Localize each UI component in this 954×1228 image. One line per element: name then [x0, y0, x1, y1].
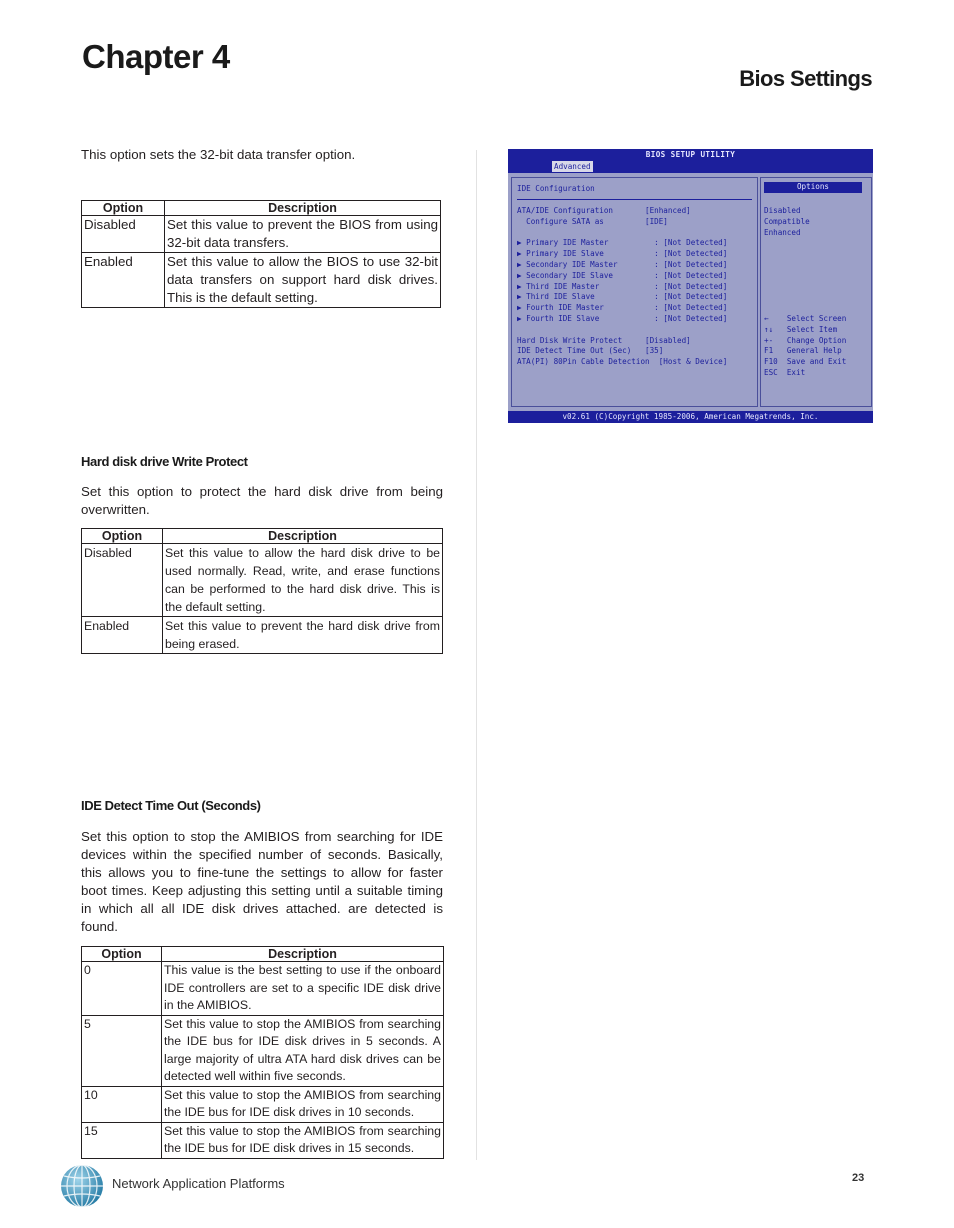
globe-logo-icon — [60, 1164, 104, 1208]
table-row — [82, 216, 441, 253]
table-row — [82, 617, 443, 654]
heading-write-protect: Hard disk drive Write Protect — [81, 454, 248, 469]
description-cell: Set this value to prevent the hard disk drive from being erased. — [163, 617, 443, 654]
page-number: 23 — [852, 1172, 865, 1184]
bios-key-help: ↑↓ Select Item — [764, 324, 838, 334]
footer-brand-text: Network Application Platforms — [112, 1176, 285, 1191]
options-table-32bit — [81, 200, 441, 308]
description-cell: Set this value to stop the AMIBIOS from searching the IDE bus for IDE disk drives in 10 seconds. — [162, 1086, 444, 1122]
table-row — [82, 1122, 444, 1158]
bios-line[interactable]: Hard Disk Write Protect [Disabled] — [517, 335, 691, 345]
table-row — [82, 962, 444, 1016]
bios-line[interactable]: ATA(PI) 80Pin Cable Detection [Host & Device] — [517, 357, 728, 367]
bios-line[interactable]: IDE Detect Time Out (Sec) [35] — [517, 346, 664, 356]
bios-screenshot — [508, 149, 873, 423]
bios-divider — [517, 199, 752, 200]
bios-key-help: ESC Exit — [764, 368, 806, 377]
table-header-description: Description — [163, 529, 443, 544]
bios-line[interactable]: ▶ Fourth IDE Master : [Not Detected] — [517, 303, 728, 313]
description-cell: Set this value to allow the BIOS to use 32-bit data transfers on support hard disk drives. This is the default setting. — [165, 253, 441, 308]
bios-option-item[interactable]: Compatible — [764, 216, 810, 226]
description-cell: Set this value to stop the AMIBIOS from searching the IDE bus for IDE disk drives in 5 seconds. A large majority of ultra ATA hard disk drives can be detected well within five seconds. — [162, 1015, 444, 1086]
column-divider — [476, 150, 477, 1160]
bios-line[interactable]: ▶ Primary IDE Slave : [Not Detected] — [517, 249, 728, 259]
option-cell: 15 — [82, 1122, 162, 1158]
table-header-description: Description — [165, 201, 441, 216]
ide-detect-text: Set this option to stop the AMIBIOS from searching for IDE devices within the specified number of seconds. Basically, this allows you to fine-tune the settings to allow for faster boot times. Keep adjusting this setting until a suitable timing in which all all IDE disk drives attached. are detected is found. — [81, 829, 443, 934]
bios-line[interactable]: ATA/IDE Configuration [Enhanced] — [517, 206, 691, 215]
bios-line[interactable]: ▶ Fourth IDE Slave : [Not Detected] — [517, 314, 728, 323]
table-header-option: Option — [82, 947, 162, 962]
description-cell: This value is the best setting to use if the onboard IDE controllers are set to a specific IDE disk drive in the AMIBIOS. — [162, 962, 444, 1016]
description-cell: Set this value to allow the hard disk drive to be used normally. Read, write, and erase functions can be performed to the hard disk drive. This is the default setting. — [163, 544, 443, 617]
description-cell: Set this value to stop the AMIBIOS from searching the IDE bus for IDE disk drives in 15 seconds. — [162, 1122, 444, 1158]
bios-line[interactable]: Configure SATA as [IDE] — [517, 216, 668, 226]
bios-line[interactable]: ▶ Secondary IDE Slave : [Not Detected] — [517, 270, 728, 280]
bios-line[interactable]: ▶ Third IDE Master : [Not Detected] — [517, 281, 728, 291]
bios-option-item[interactable]: Disabled — [764, 206, 801, 215]
table-row — [82, 1015, 444, 1086]
bios-tab-bar — [508, 160, 873, 173]
bios-section-title: IDE Configuration — [517, 184, 595, 193]
bios-key-help: F10 Save and Exit — [764, 357, 847, 367]
bios-tab-advanced[interactable]: Advanced — [554, 162, 591, 171]
bios-options-title: Options — [764, 182, 862, 193]
option-cell: Disabled — [82, 544, 163, 617]
option-cell: Enabled — [82, 617, 163, 654]
bios-line[interactable]: ▶ Third IDE Slave : [Not Detected] — [517, 292, 728, 302]
bios-key-help: ← Select Screen — [764, 314, 847, 323]
option-cell: 0 — [82, 962, 162, 1016]
bios-key-help: F1 General Help — [764, 346, 842, 356]
bios-line[interactable]: ▶ Secondary IDE Master : [Not Detected] — [517, 260, 728, 269]
table-header-option: Option — [82, 201, 165, 216]
table-row — [82, 1086, 444, 1122]
table-row — [82, 544, 443, 617]
options-table-ide-detect — [81, 946, 444, 1159]
option-cell: Disabled — [82, 216, 165, 253]
bios-key-help: +- Change Option — [764, 335, 847, 345]
description-cell: Set this value to prevent the BIOS from using 32-bit data transfers. — [165, 216, 441, 253]
write-protect-text: Set this option to protect the hard disk drive from being overwritten. — [81, 484, 443, 517]
bios-help-panel — [760, 177, 872, 407]
chapter-title: Chapter 4 — [82, 38, 230, 75]
bios-footer: v02.61 (C)Copyright 1985-2006, American Megatrends, Inc. — [508, 411, 873, 423]
options-table-write-protect — [81, 528, 443, 654]
option-cell: 10 — [82, 1086, 162, 1122]
table-header-option: Option — [82, 529, 163, 544]
bios-title-bar: BIOS SETUP UTILITY — [508, 149, 873, 160]
heading-ide-detect: IDE Detect Time Out (Seconds) — [81, 798, 261, 813]
table-header-description: Description — [162, 947, 444, 962]
table-row — [82, 253, 441, 308]
bios-line[interactable]: ▶ Primary IDE Master : [Not Detected] — [517, 238, 728, 248]
intro-text: This option sets the 32-bit data transfer option. — [81, 147, 356, 162]
bios-option-item[interactable]: Enhanced — [764, 227, 801, 237]
option-cell: 5 — [82, 1015, 162, 1086]
bios-main-panel — [511, 177, 758, 407]
section-title: Bios Settings — [739, 66, 872, 91]
option-cell: Enabled — [82, 253, 165, 308]
